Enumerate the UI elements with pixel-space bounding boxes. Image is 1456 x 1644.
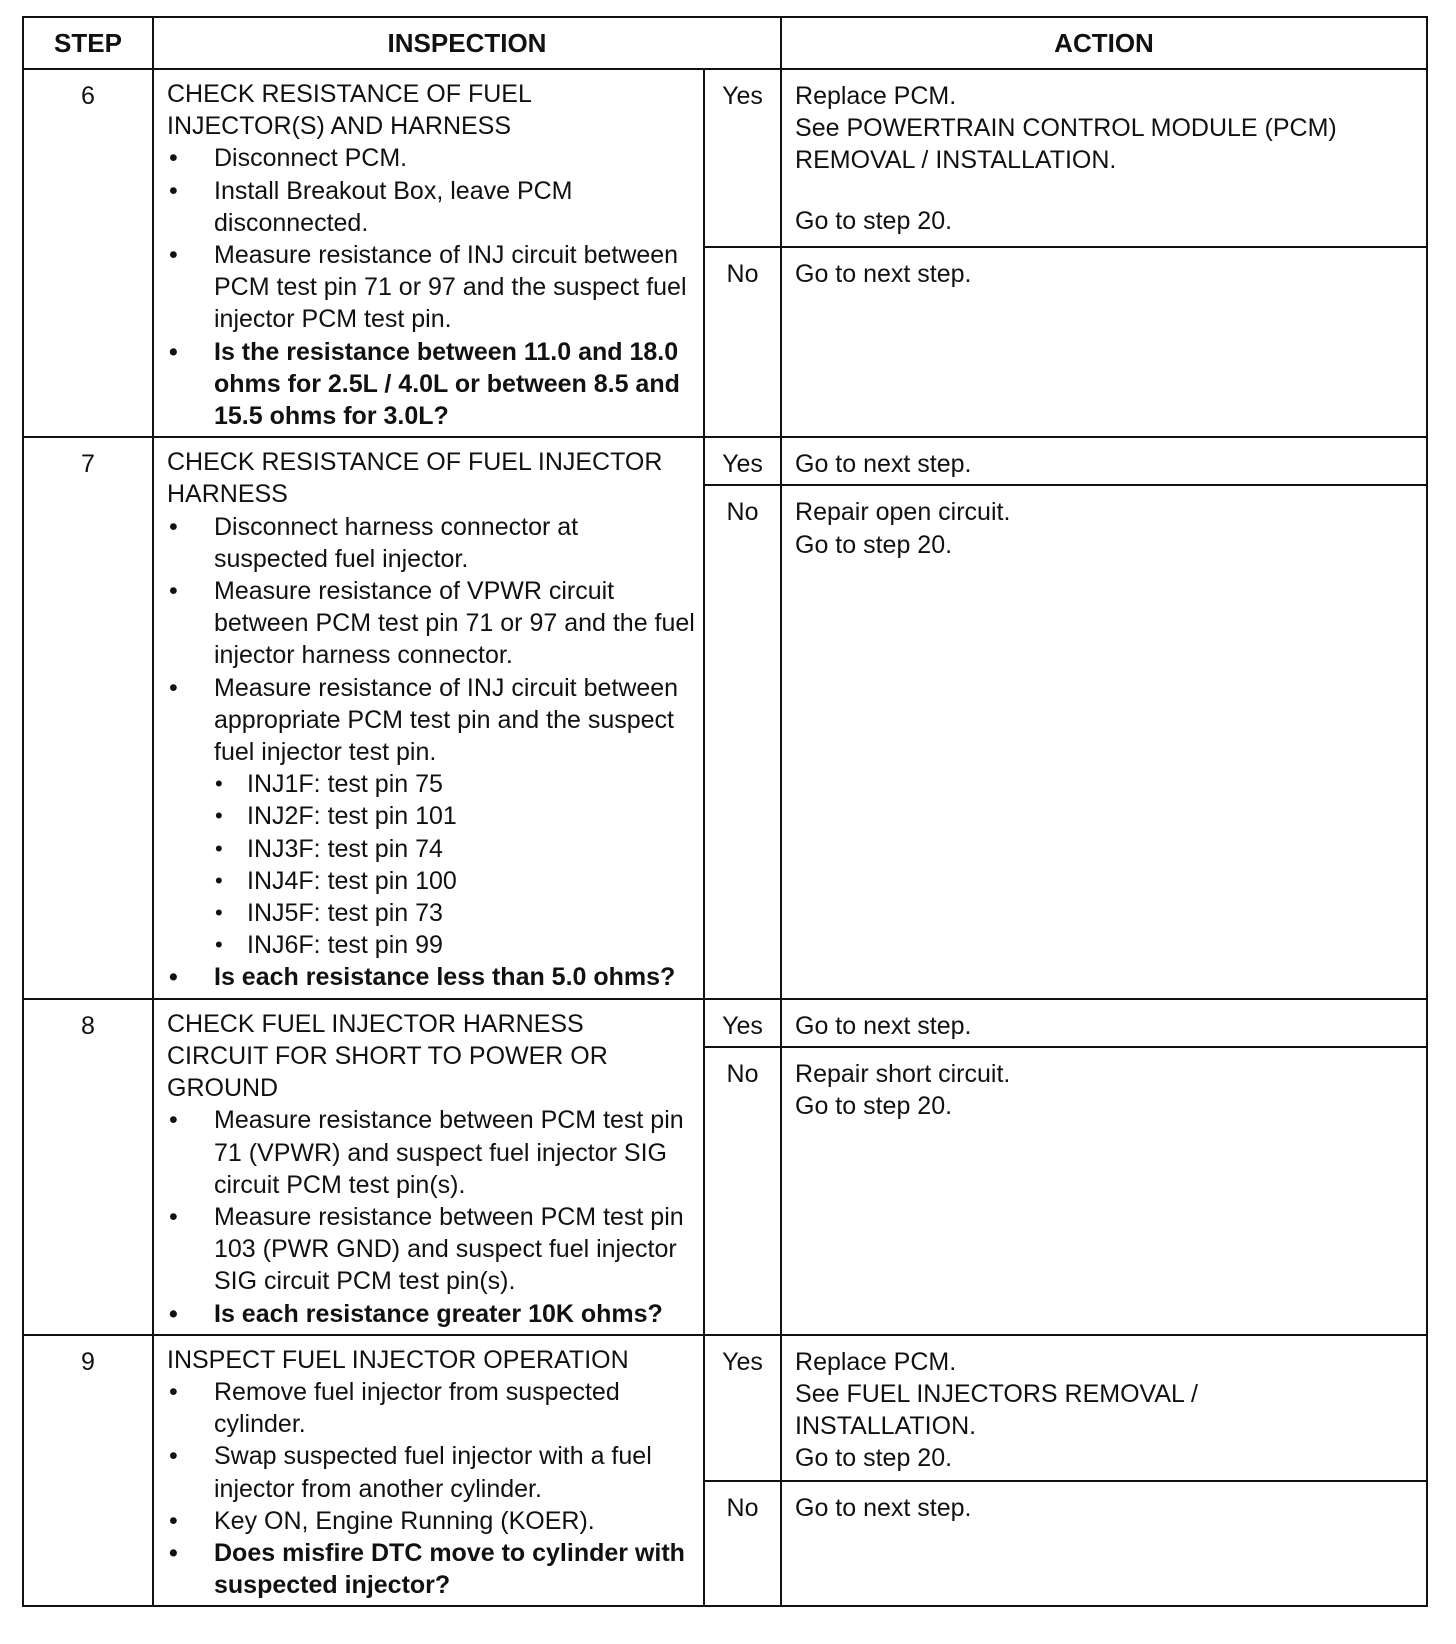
procedure-sheet — [22, 16, 1426, 1607]
inspection-question: • Is the resistance between 11.0 and 18.0 ohms for 2.5L / 4.0L or between 8.5 and 15.5 ohms for 3.0L? — [167, 336, 695, 433]
yes-action: Go to next step. — [781, 999, 1427, 1047]
inspection-title: CHECK RESISTANCE OF FUEL INJECTOR HARNESS — [167, 448, 663, 509]
no-action: Repair short circuit. Go to step 20. — [781, 1047, 1427, 1335]
inspection-question: • Is each resistance less than 5.0 ohms? — [167, 961, 695, 993]
inspection-title: INSPECT FUEL INJECTOR OPERATION — [167, 1345, 629, 1374]
list-item: • Swap suspected fuel injector with a fuel injector from another cylinder. — [167, 1440, 695, 1504]
inspection-cell — [153, 999, 704, 1335]
list-item: • Disconnect PCM. — [167, 142, 695, 174]
inspection-cell — [153, 1335, 704, 1607]
action-header: ACTION — [781, 17, 1427, 69]
inspection-steps — [167, 511, 695, 994]
no-label: No — [704, 485, 781, 998]
list-item: • Remove fuel injector from suspected cylinder. — [167, 1376, 695, 1440]
list-item: • INJ1F: test pin 75 — [214, 768, 695, 800]
no-label: No — [704, 1481, 781, 1607]
inspection-steps — [167, 1376, 695, 1601]
list-item: • Key ON, Engine Running (KOER). — [167, 1505, 695, 1537]
list-item: • INJ3F: test pin 74 — [214, 833, 695, 865]
step-number: 9 — [23, 1335, 153, 1607]
list-item: • Disconnect harness connector at suspected fuel injector. — [167, 511, 695, 575]
step-6-yes-row — [23, 69, 1427, 247]
yes-action: Replace PCM. See FUEL INJECTORS REMOVAL / INSTALLATION. Go to step 20. — [781, 1335, 1427, 1481]
list-item: • Measure resistance of INJ circuit between PCM test pin 71 or 97 and the suspect fuel injector PCM test pin. — [167, 239, 695, 336]
step-9-yes-row — [23, 1335, 1427, 1481]
inspection-steps — [167, 1104, 695, 1329]
step-header: STEP — [23, 17, 153, 69]
header-row — [23, 17, 1427, 69]
yes-action: Replace PCM. See POWERTRAIN CONTROL MODULE (PCM) REMOVAL / INSTALLATION. Go to step 20. — [781, 69, 1427, 247]
step-7-yes-row — [23, 437, 1427, 485]
no-action: Go to next step. — [781, 1481, 1427, 1607]
yes-label: Yes — [704, 69, 781, 247]
list-item: • Install Breakout Box, leave PCM disconnected. — [167, 175, 695, 239]
list-item: • INJ6F: test pin 99 — [214, 929, 695, 961]
no-action: Repair open circuit. Go to step 20. — [781, 485, 1427, 998]
inspection-question: • Is each resistance greater 10K ohms? — [167, 1298, 695, 1330]
list-item: • Measure resistance between PCM test pin 103 (PWR GND) and suspect fuel injector SIG circuit PCM test pin(s). — [167, 1201, 695, 1298]
inspection-cell — [153, 437, 704, 998]
yes-label: Yes — [704, 1335, 781, 1481]
list-item: • Measure resistance between PCM test pin 71 (VPWR) and suspect fuel injector SIG circuit PCM test pin(s). — [167, 1104, 695, 1201]
yes-action: Go to next step. — [781, 437, 1427, 485]
inspection-question: • Does misfire DTC move to cylinder with suspected injector? — [167, 1537, 695, 1601]
diagnostic-table — [22, 16, 1428, 1607]
step-number: 7 — [23, 437, 153, 998]
list-item: • Measure resistance of VPWR circuit between PCM test pin 71 or 97 and the fuel injector harness connector. — [167, 575, 695, 672]
step-8-yes-row — [23, 999, 1427, 1047]
yes-label: Yes — [704, 999, 781, 1047]
inspection-header: INSPECTION — [153, 17, 781, 69]
step-number: 8 — [23, 999, 153, 1335]
inspection-steps — [167, 142, 695, 432]
list-item: • INJ4F: test pin 100 — [214, 865, 695, 897]
inspection-cell — [153, 69, 704, 437]
list-item: • INJ5F: test pin 73 — [214, 897, 695, 929]
step-number: 6 — [23, 69, 153, 437]
no-label: No — [704, 247, 781, 437]
no-action: Go to next step. — [781, 247, 1427, 437]
no-label: No — [704, 1047, 781, 1335]
list-item: • Measure resistance of INJ circuit between appropriate PCM test pin and the suspect fuel injector test pin. • INJ1F: test pin 75 • INJ2F: test pin 101 • INJ3F: test pin 74 • INJ4F: test pin 100 • INJ5F: test pin 73 • INJ6F: test pin 99 — [167, 672, 695, 962]
inspection-title: CHECK RESISTANCE OF FUEL INJECTOR(S) AND HARNESS — [167, 80, 532, 141]
inspection-title: CHECK FUEL INJECTOR HARNESS CIRCUIT FOR SHORT TO POWER OR GROUND — [167, 1009, 608, 1103]
list-item: • INJ2F: test pin 101 — [214, 800, 695, 832]
yes-label: Yes — [704, 437, 781, 485]
test-pin-list — [214, 768, 695, 961]
